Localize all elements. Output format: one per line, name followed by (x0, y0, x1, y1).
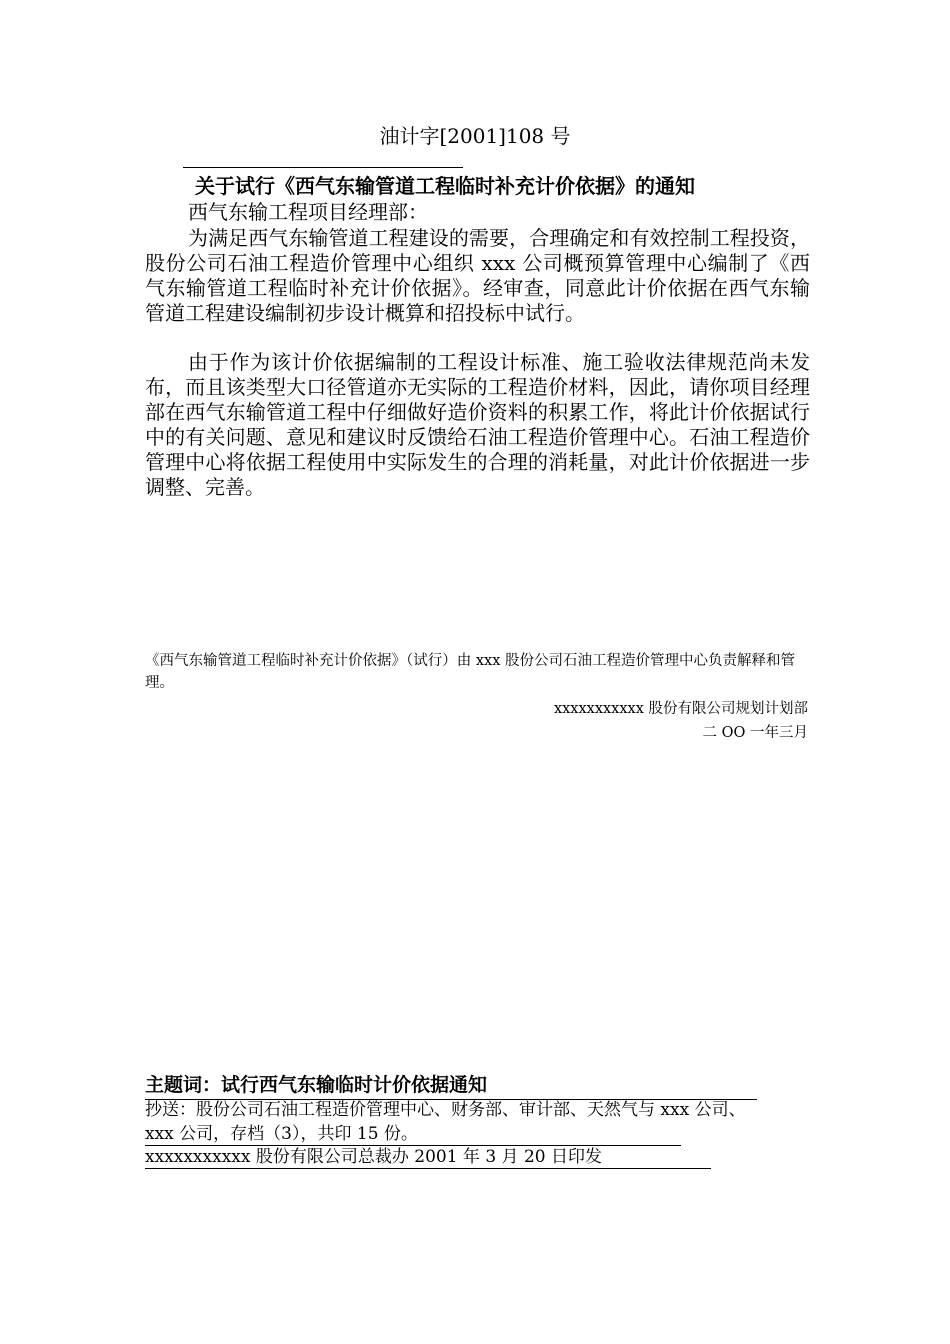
body-paragraph-2: 由于作为该计价依据编制的工程设计标准、施工验收法律规范尚未发布，而且该类型大口径管道亦无实际的工程造价材料，因此，请你项目经理部在西气东输管道工程中仔细做好造价资料的积累工作，将此计价依据试行中的有关问题、意见和建议时反馈给石油工程造价管理中心。石油工程造价管理中心将依据工程使用中实际发生的合理的消耗量，对此计价依据进一步调整、完善。 (145, 350, 810, 499)
document-title: 关于试行《西气东输管道工程临时补充计价依据》的通知 (195, 174, 695, 198)
document-number: 油计字[2001]108 号 (379, 124, 571, 148)
explanation-note: 《西气东输管道工程临时补充计价依据》（试行）由 xxx 股份公司石油工程造价管理中心负责解释和管理。 (145, 653, 795, 691)
cc-list (145, 1098, 830, 1146)
signature-date: 二 OO 一年三月 (702, 725, 808, 741)
header-rule (183, 167, 463, 168)
cc-line-2: xxx 公司，存档（3），共印 15 份。 (145, 1123, 681, 1146)
issue-info: xxxxxxxxxxx 股份有限公司总裁办 2001 年 3 月 20 日印发 (145, 1146, 711, 1169)
signature-organization: xxxxxxxxxxx 股份有限公司规划计划部 (553, 701, 808, 717)
body-paragraph-1: 为满足西气东输管道工程建设的需要，合理确定和有效控制工程投资，股份公司石油工程造价管理中心组织 xxx 公司概预算管理中心编制了《西气东输管道工程临时补充计价依据》。经审查，同意此计价依据在西气东输管道工程建设编制初步设计概算和招投标中试行。 (145, 226, 810, 325)
cc-line-1: 抄送：股份公司石油工程造价管理中心、财务部、审计部、天然气与 xxx 公司、 (145, 1100, 746, 1120)
salutation: 西气东输工程项目经理部： (188, 200, 428, 224)
subject-keywords: 主题词：试行西气东输临时计价依据通知 (145, 1072, 757, 1100)
